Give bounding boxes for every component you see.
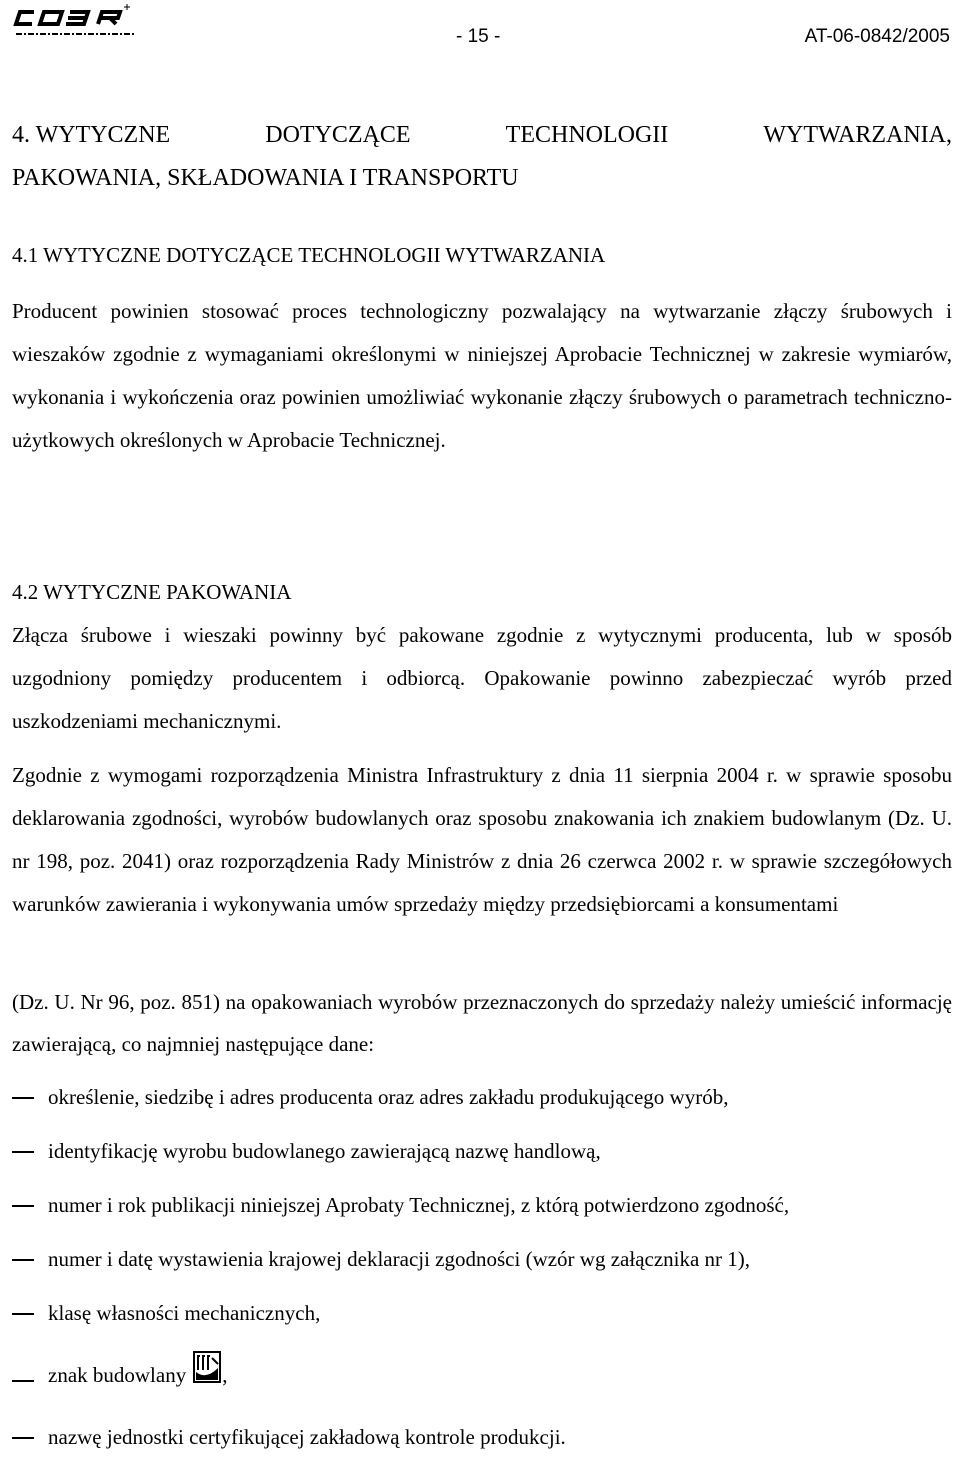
title-word: DOTYCZĄCE (265, 122, 411, 148)
list-item-text: numer i rok publikacji niniejszej Aprobaty Technicznej, z którą potwierdzono zgodność, (48, 1193, 790, 1217)
document-number: AT-06-0842/2005 (804, 26, 950, 47)
page-number: - 15 - (456, 26, 501, 47)
cobr-logo (12, 4, 137, 44)
list-item (12, 1178, 952, 1232)
list-item (12, 1286, 952, 1340)
list-item-text: znak budowlany (48, 1363, 187, 1387)
list-item (12, 1410, 952, 1464)
title-word: WYTWARZANIA, (763, 122, 952, 148)
title-word: TECHNOLOGII (505, 122, 669, 148)
section-4-title (12, 114, 952, 200)
list-item-text: numer i datę wystawienia krajowej deklaracji zgodności (wzór wg załącznika nr 1), (48, 1247, 751, 1271)
list-item-text: określenie, siedzibę i adres producenta oraz adres zakładu produkującego wyrób, (48, 1085, 729, 1109)
section-4-2-paragraph-2: Zgodnie z wymogami rozporządzenia Ministra Infrastruktury z dnia 11 sierpnia 2004 r. w sprawie sposobu deklarowania zgodności, wyrobów budowlanych oraz sposobu znakowania ich znakiem budowlanym (Dz. U. nr 198, poz. 2041) oraz rozporządzenia Rady Ministrów z dnia 26 czerwca 2002 r. w sprawie szczegółowych warunków zawierania i wykonywania umów sprzedaży między przedsiębiorcami a konsumentami (12, 763, 952, 916)
list-item (12, 1232, 952, 1286)
title-word: 4. WYTYCZNE (12, 122, 171, 148)
title-line-2: PAKOWANIA, SKŁADOWANIA I TRANSPORTU (12, 165, 519, 191)
construction-mark-icon (192, 1350, 222, 1386)
list-item (12, 1124, 952, 1178)
page-header (0, 0, 960, 60)
list-item-suffix: , (222, 1363, 228, 1387)
list-item-text: klasę własności mechanicznych, (48, 1301, 321, 1325)
list-item (12, 1070, 952, 1124)
section-4-2-paragraph-1: Złącza śrubowe i wieszaki powinny być pakowane zgodnie z wytycznymi producenta, lub w sposób uzgodniony pomiędzy producentem i odbiorcą. Opakowanie powinno zabezpieczać wyrób przed uszkodzeniami mechanicznymi. (12, 623, 952, 733)
section-4-1-heading: 4.1 WYTYCZNE DOTYCZĄCE TECHNOLOGII WYTWARZANIA (12, 243, 606, 267)
packaging-info-list (12, 1070, 952, 1464)
list-item (12, 1340, 952, 1410)
section-4-2-heading: 4.2 WYTYCZNE PAKOWANIA (12, 580, 292, 604)
section-4-1-paragraph: Producent powinien stosować proces technologiczny pozwalający na wytwarzanie złączy śrubowych i wieszaków zgodnie z wymaganiami określonymi w niniejszej Aprobacie Technicznej w zakresie wymiarów, wykonania i wykończenia oraz powinien umożliwiać wykonanie złączy śrubowych o parametrach techniczno-użytkowych określonych w Aprobacie Technicznej. (12, 299, 952, 452)
section-4-2-paragraph-3: (Dz. U. Nr 96, poz. 851) na opakowaniach wyrobów przeznaczonych do sprzedaży należy umieścić informację zawierającą, co najmniej następujące dane: (12, 990, 952, 1056)
list-item-text: identyfikację wyrobu budowlanego zawierającą nazwę handlową, (48, 1139, 601, 1163)
list-item-text: nazwę jednostki certyfikującej zakładową kontrole produkcji. (48, 1425, 566, 1449)
